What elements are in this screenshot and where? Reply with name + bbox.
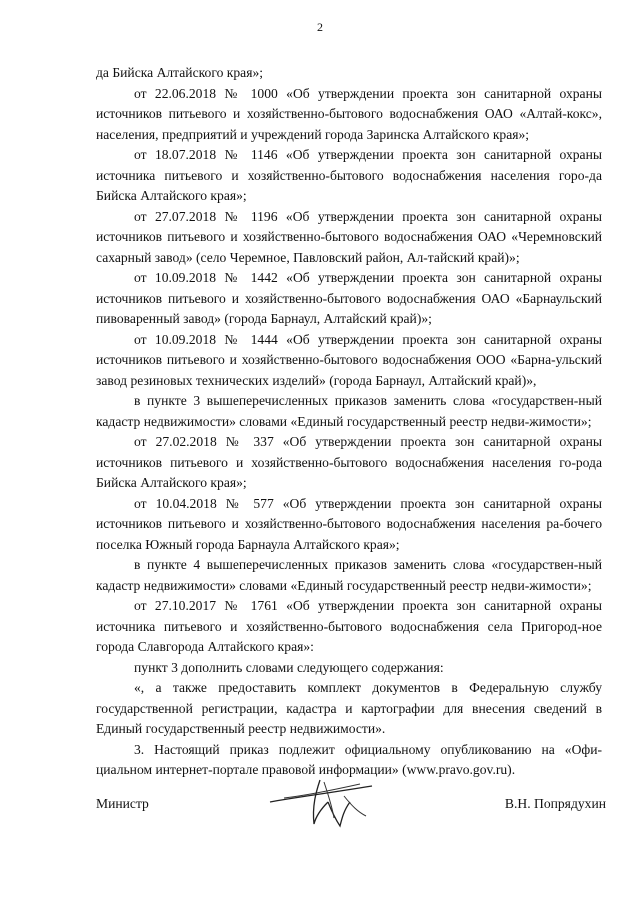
paragraph-order-1444: от 10.09.2018 № 1444 «Об утверждении проекта зон санитарной охраны источников питьевого и хозяйственно-бытового водоснабжения ООО «Барна-ульский завод резиновых технических изделий» (города Барнаул, Алтайский край)», (96, 331, 602, 388)
paragraph-order-1000: от 22.06.2018 № 1000 «Об утверждении проекта зон санитарной охраны источников питьевого и хозяйственно-бытового водоснабжения ОАО «Алтай-кокс», населения, предприятий и учреждений города Заринска Алтайского края»; (96, 85, 602, 142)
paragraph-order-1196: от 27.07.2018 № 1196 «Об утверждении проекта зон санитарной охраны источников питьевого и хозяйственно-бытового водоснабжения ОАО «Черемновский сахарный завод» (село Черемное, Павловский район, Ал-тайский край)»; (96, 208, 602, 265)
paragraph-publication: 3. Настоящий приказ подлежит официальному опубликованию на «Офи-циальном интернет-портале правовой информации» (www.pravo.gov.ru). (96, 741, 602, 777)
paragraph-order-1442: от 10.09.2018 № 1442 «Об утверждении проекта зон санитарной охраны источников питьевого и хозяйственно-бытового водоснабжения ОАО «Барнаульский пивоваренный завод» (города Барнаул, Алтайский край)»; (96, 270, 602, 326)
signer-title: Министр (96, 796, 149, 811)
paragraph-quoted-addition: «, а также предоставить комплект документов в Федеральную службу государственной регистрации, кадастра и картографии для внесения сведений в Единый государственный реестр недвижимости». (96, 680, 602, 736)
paragraph-order-1761: от 27.10.2017 № 1761 «Об утверждении проекта зон санитарной охраны источника питьевого и хозяйственно-бытового водоснабжения села Пригород-ное города Славгорода Алтайского края»: (96, 598, 602, 654)
paragraph-order-337: от 27.02.2018 № 337 «Об утверждении проекта зон санитарной охраны источников питьевого и хозяйственно-бытового водоснабжения населения го-рода Бийска Алтайского края»; (96, 434, 602, 490)
paragraph-replace-item-3: в пункте 3 вышеперечисленных приказов заменить слова «государствен-ный кадастр недвижимости» словами «Единый государственный реестр недви-жимости»; (96, 393, 602, 429)
paragraph-continuation: да Бийска Алтайского края»; (96, 65, 264, 80)
paragraph-order-577: от 10.04.2018 № 577 «Об утверждении проекта зон санитарной охраны источников питьевого и хозяйственно-бытового водоснабжения населения ра-бочего поселка Южный города Барнаула Алтайского края»; (96, 495, 602, 552)
paragraph-replace-item-4: в пункте 4 вышеперечисленных приказов заменить слова «государствен-ный кадастр недвижимости» словами «Единый государственный реестр недви-жимости»; (96, 557, 602, 593)
paragraph-order-1146: от 18.07.2018 № 1146 «Об утверждении проекта зон санитарной охраны источника питьевого и хозяйственно-бытового водоснабжения населения горо-да Бийска Алтайского края»; (96, 147, 602, 203)
page-number: 2 (317, 20, 323, 34)
signature-block (96, 796, 606, 836)
document-body (96, 63, 602, 781)
signer-name: В.Н. Попрядухин (504, 796, 606, 811)
paragraph-add-item-3: пункт 3 дополнить словами следующего содержания: (134, 659, 444, 675)
